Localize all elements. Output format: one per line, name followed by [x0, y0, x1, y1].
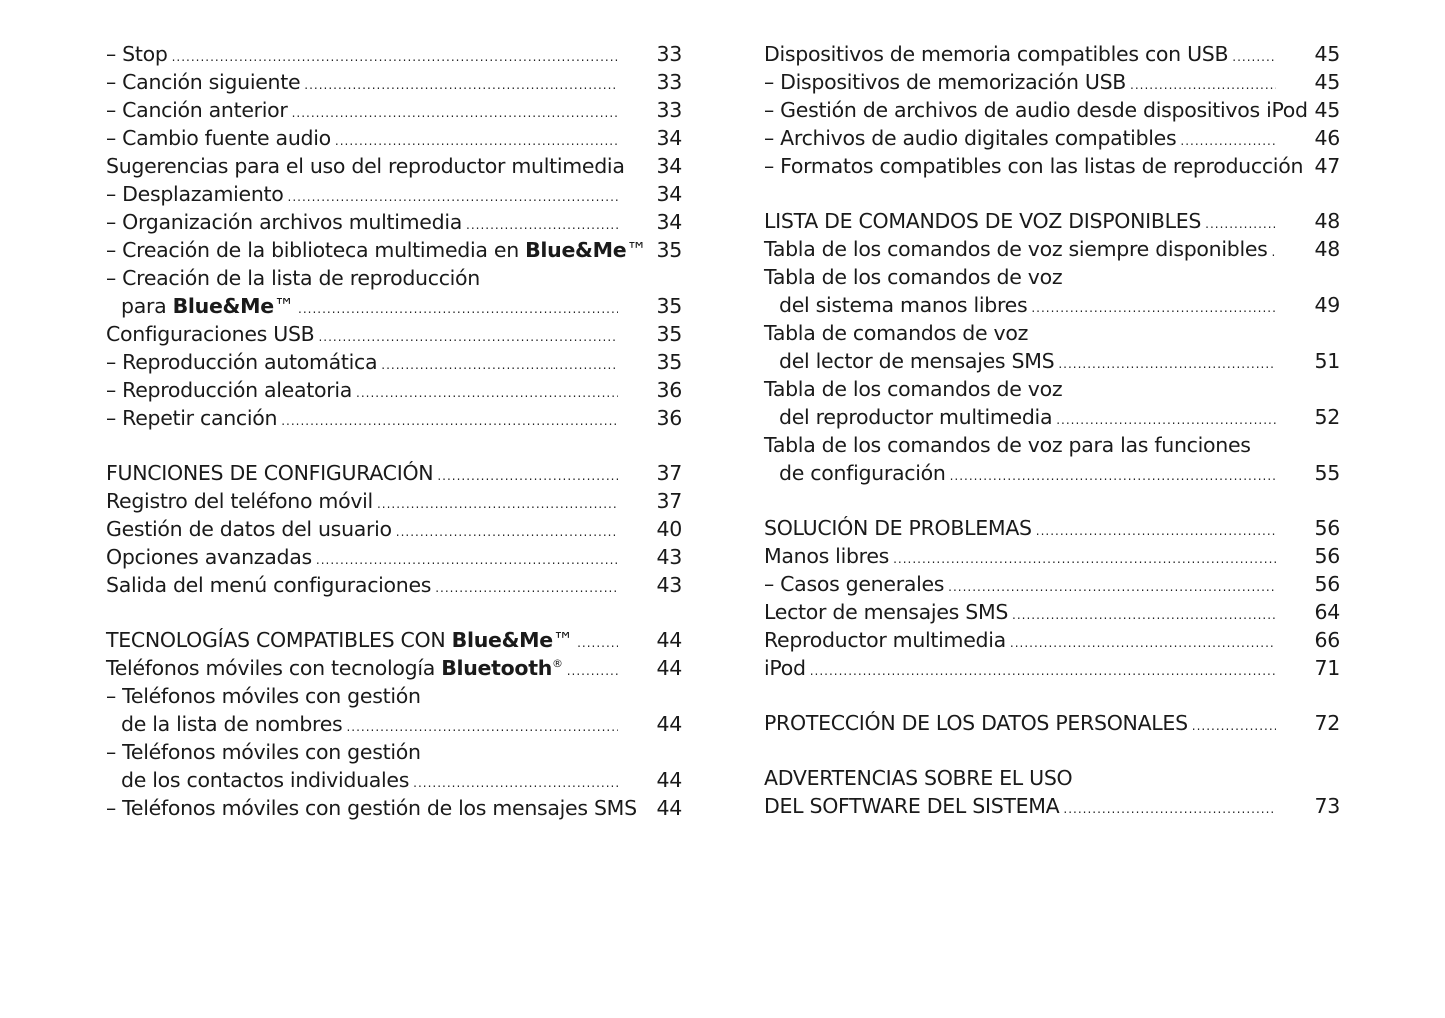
- toc-entry[interactable]: [106, 236, 686, 264]
- page-number: 34: [656, 182, 682, 206]
- dot-leader: [1031, 294, 1276, 322]
- page-number: 36: [656, 406, 682, 430]
- entry-title: iPod: [764, 656, 806, 680]
- toc-leader-wrap: [106, 654, 622, 685]
- dot-leader: [288, 183, 619, 211]
- toc-row: [764, 263, 1344, 291]
- toc-entry[interactable]: [764, 626, 1344, 654]
- toc-row: [764, 598, 1344, 626]
- brand-name: Blue&Me: [525, 238, 627, 262]
- toc-entry[interactable]: [106, 738, 686, 794]
- page-number: 71: [1314, 656, 1340, 680]
- entry-text: del sistema manos libres: [779, 293, 1028, 317]
- toc-leader-wrap: [106, 68, 622, 99]
- entry-title: Tabla de los comandos de voz para las funciones: [764, 433, 1251, 457]
- page-number: 43: [656, 545, 682, 569]
- toc-entry[interactable]: [764, 152, 1344, 180]
- dot-leader: [1063, 795, 1276, 823]
- entry-title: Lector de mensajes SMS: [764, 600, 1009, 624]
- toc-row: [106, 236, 686, 264]
- entry-title: Tabla de los comandos de voz: [764, 377, 1063, 401]
- entry-title-continued: [106, 766, 409, 794]
- toc-leader-wrap: [764, 40, 1280, 71]
- page-number: 56: [1314, 516, 1340, 540]
- toc-row: [106, 68, 686, 96]
- toc-row: [764, 347, 1344, 375]
- entry-title: Gestión de datos del usuario: [106, 517, 392, 541]
- page-number: 40: [656, 517, 682, 541]
- dot-leader: [1036, 517, 1276, 545]
- toc-leader-wrap: [106, 459, 622, 490]
- toc-row: [106, 348, 686, 376]
- dot-leader: [810, 657, 1276, 685]
- page-number: 56: [1314, 572, 1340, 596]
- section-spacer: [764, 682, 1344, 709]
- page-number: 37: [656, 461, 682, 485]
- page-number: 44: [656, 712, 682, 736]
- toc-entry[interactable]: [106, 68, 686, 96]
- page-number: 52: [1314, 405, 1340, 429]
- dot-leader: [948, 573, 1276, 601]
- page-number: 44: [656, 768, 682, 792]
- entry-title-continued: [106, 292, 294, 320]
- dot-leader: [335, 127, 618, 155]
- entry-title: LISTA DE COMANDOS DE VOZ DISPONIBLES: [764, 209, 1202, 233]
- page-number: 45: [1314, 70, 1340, 94]
- toc-row: [764, 40, 1344, 68]
- toc-row: [106, 404, 686, 432]
- entry-title: – Creación de la lista de reproducción: [106, 266, 480, 290]
- toc-entry[interactable]: [106, 682, 686, 738]
- toc-row: [106, 152, 686, 180]
- entry-text: de configuración: [779, 461, 946, 485]
- toc-row: [764, 764, 1344, 792]
- dot-leader: [1205, 210, 1276, 238]
- entry-title: Reproductor multimedia: [764, 628, 1006, 652]
- page-number: 33: [656, 70, 682, 94]
- toc-leader-wrap: [106, 571, 622, 602]
- toc-entry[interactable]: [764, 319, 1344, 375]
- toc-row: [764, 626, 1344, 654]
- brand-name: Blue&Me: [172, 294, 274, 318]
- toc-row: [106, 208, 686, 236]
- toc-entry[interactable]: [764, 764, 1344, 820]
- page-number: 51: [1314, 349, 1340, 373]
- toc-row: [764, 792, 1344, 820]
- entry-title: – Reproducción automática: [106, 350, 378, 374]
- page-number: 44: [656, 796, 682, 820]
- toc-entry[interactable]: [106, 320, 686, 348]
- toc-leader-wrap: [764, 570, 1280, 601]
- page-number: 34: [656, 126, 682, 150]
- toc-entry[interactable]: [764, 570, 1344, 598]
- entry-title: – Casos generales: [764, 572, 945, 596]
- dot-leader: [172, 43, 618, 71]
- toc-entry[interactable]: [764, 654, 1344, 682]
- entry-title: – Teléfonos móviles con gestión: [106, 740, 421, 764]
- toc-leader-wrap: [106, 124, 622, 155]
- page-number: 45: [1314, 42, 1340, 66]
- dot-leader: [356, 379, 618, 407]
- entry-text: para: [121, 294, 173, 318]
- dot-leader: [318, 323, 618, 351]
- dot-leader: [435, 574, 618, 602]
- dot-leader: [298, 295, 618, 323]
- toc-leader-wrap: [764, 96, 1308, 127]
- entry-title: – Teléfonos móviles con gestión: [106, 684, 421, 708]
- entry-title: TECNOLOGÍAS COMPATIBLES CON Blue&Me™: [106, 628, 574, 652]
- page-number: 45: [1314, 98, 1340, 122]
- toc-entry[interactable]: [106, 794, 686, 822]
- entry-title: – Canción anterior: [106, 98, 288, 122]
- dot-leader: [466, 211, 618, 239]
- toc-leader-wrap: [764, 291, 1280, 322]
- toc-entry[interactable]: [106, 124, 686, 152]
- entry-title: – Gestión de archivos de audio desde dispositivos iPod: [764, 98, 1308, 122]
- toc-entry[interactable]: [764, 514, 1344, 542]
- dot-leader: [1232, 43, 1276, 71]
- section-spacer: [764, 737, 1344, 764]
- toc-left-column: [106, 40, 686, 822]
- toc-leader-wrap: [106, 766, 622, 797]
- section-spacer: [106, 432, 686, 459]
- entry-title: – Reproducción aleatoria: [106, 378, 353, 402]
- toc-row: [106, 180, 686, 208]
- toc-row: [764, 570, 1344, 598]
- brand-name: Blue&Me: [451, 628, 553, 652]
- toc-leader-wrap: [106, 794, 637, 825]
- toc-row: [764, 291, 1344, 319]
- toc-row: [106, 376, 686, 404]
- toc-row: [106, 459, 686, 487]
- toc-entry[interactable]: [764, 598, 1344, 626]
- toc-entry[interactable]: [764, 68, 1344, 96]
- dot-leader: [1058, 350, 1276, 378]
- toc-entry[interactable]: [106, 404, 686, 432]
- entry-title-continued: [764, 347, 1054, 375]
- toc-leader-wrap: [764, 626, 1280, 657]
- entry-title: – Organización archivos multimedia: [106, 210, 462, 234]
- page-number: 33: [656, 98, 682, 122]
- toc-row: [106, 710, 686, 738]
- section-spacer: [106, 599, 686, 626]
- toc-row: [106, 487, 686, 515]
- entry-title-continued: [764, 291, 1027, 319]
- dot-leader: [413, 769, 618, 797]
- toc-leader-wrap: [106, 320, 622, 351]
- toc-leader-wrap: [106, 376, 622, 407]
- entry-title: – Creación de la biblioteca multimedia en Blue&Me™: [106, 238, 647, 262]
- toc-row: [106, 654, 686, 682]
- toc-entry[interactable]: [764, 96, 1344, 124]
- entry-title: – Desplazamiento: [106, 182, 284, 206]
- dot-leader: [1192, 712, 1276, 740]
- dot-leader: [567, 657, 618, 685]
- toc-entry[interactable]: [764, 40, 1344, 68]
- page-number: 36: [656, 378, 682, 402]
- entry-title: – Stop: [106, 42, 168, 66]
- toc-row: [764, 152, 1344, 180]
- entry-title: Configuraciones USB: [106, 322, 315, 346]
- dot-leader: [304, 71, 618, 99]
- trademark-symbol: ™: [273, 294, 295, 318]
- toc-row: [106, 292, 686, 320]
- dot-leader: [377, 490, 618, 518]
- toc-entry[interactable]: [764, 542, 1344, 570]
- dot-leader: [281, 407, 618, 435]
- toc-leader-wrap: [106, 96, 622, 127]
- page-number: 35: [656, 238, 682, 262]
- toc-row: [764, 207, 1344, 235]
- toc-leader-wrap: [106, 236, 647, 267]
- toc-row: [764, 459, 1344, 487]
- page-number: 72: [1314, 711, 1340, 735]
- toc-row: [106, 124, 686, 152]
- dot-leader: [437, 462, 618, 490]
- toc-leader-wrap: [764, 235, 1280, 266]
- toc-leader-wrap: [764, 598, 1280, 629]
- toc-entry[interactable]: [106, 264, 686, 320]
- toc-entry[interactable]: [764, 207, 1344, 235]
- dot-leader: [292, 99, 618, 127]
- page-number: 55: [1314, 461, 1340, 485]
- entry-title: – Canción siguiente: [106, 70, 301, 94]
- dot-leader: [396, 518, 618, 546]
- entry-title: Manos libres: [764, 544, 890, 568]
- toc-entry[interactable]: [106, 152, 686, 180]
- toc-leader-wrap: [764, 459, 1280, 490]
- page-number: 64: [1314, 600, 1340, 624]
- entry-title-continued: [764, 403, 1052, 431]
- entry-text: del reproductor multimedia: [779, 405, 1053, 429]
- toc-entry[interactable]: [106, 376, 686, 404]
- entry-title: Opciones avanzadas: [106, 545, 312, 569]
- toc-entry[interactable]: [106, 654, 686, 682]
- entry-title-continued: [106, 710, 342, 738]
- toc-entry[interactable]: [106, 208, 686, 236]
- entry-title: Registro del teléfono móvil: [106, 489, 373, 513]
- dot-leader: [1010, 629, 1276, 657]
- toc-row: [764, 542, 1344, 570]
- toc-row: [106, 320, 686, 348]
- page-number: 56: [1314, 544, 1340, 568]
- toc-leader-wrap: [764, 152, 1304, 183]
- toc-row: [106, 40, 686, 68]
- page-number: 49: [1314, 293, 1340, 317]
- dot-leader: [1272, 238, 1276, 266]
- dot-leader: [381, 351, 618, 379]
- toc-leader-wrap: [764, 403, 1280, 434]
- entry-title: – Repetir canción: [106, 406, 278, 430]
- entry-title: – Cambio fuente audio: [106, 126, 331, 150]
- entry-text: de los contactos individuales: [121, 768, 410, 792]
- toc-leader-wrap: [106, 543, 622, 574]
- trademark-symbol: ™: [552, 628, 574, 652]
- toc-row: [106, 626, 686, 654]
- toc-leader-wrap: [106, 710, 622, 741]
- toc-entry[interactable]: [106, 515, 686, 543]
- page-number: 44: [656, 628, 682, 652]
- toc-entry[interactable]: [764, 431, 1344, 487]
- entry-title: Tabla de los comandos de voz siempre disponibles: [764, 237, 1268, 261]
- toc-entry[interactable]: [764, 375, 1344, 431]
- dot-leader: [1056, 406, 1276, 434]
- page-number: 73: [1314, 794, 1340, 818]
- dot-leader: [1130, 71, 1276, 99]
- page-number: 35: [656, 294, 682, 318]
- toc-entry[interactable]: [106, 459, 686, 487]
- toc-leader-wrap: [764, 207, 1280, 238]
- page-number: 44: [656, 656, 682, 680]
- toc-row: [764, 709, 1344, 737]
- toc-leader-wrap: [106, 152, 625, 183]
- entry-title: – Dispositivos de memorización USB: [764, 70, 1127, 94]
- entry-title: Tabla de comandos de voz: [764, 321, 1029, 345]
- entry-title-continued: [764, 459, 946, 487]
- toc-row: [764, 654, 1344, 682]
- toc-row: [106, 543, 686, 571]
- page-number: 48: [1314, 237, 1340, 261]
- toc-row: [106, 738, 686, 766]
- entry-title: – Teléfonos móviles con gestión de los mensajes SMS: [106, 796, 637, 820]
- toc-row: [764, 124, 1344, 152]
- brand-name: Bluetooth: [441, 656, 553, 680]
- trademark-symbol: ™: [626, 238, 647, 262]
- toc-leader-wrap: [764, 792, 1280, 823]
- toc-entry[interactable]: [764, 709, 1344, 737]
- entry-title: Salida del menú configuraciones: [106, 573, 432, 597]
- entry-title: Teléfonos móviles con tecnología Bluetooth®: [106, 656, 563, 680]
- toc-leader-wrap: [764, 347, 1280, 378]
- entry-title: PROTECCIÓN DE LOS DATOS PERSONALES: [764, 711, 1188, 735]
- entry-title: Tabla de los comandos de voz: [764, 265, 1063, 289]
- toc-entry[interactable]: [106, 487, 686, 515]
- dot-leader: [893, 545, 1276, 573]
- toc-right-column: [764, 40, 1344, 820]
- page-number: 43: [656, 573, 682, 597]
- toc-leader-wrap: [764, 514, 1280, 545]
- toc-row: [764, 403, 1344, 431]
- toc-entry[interactable]: [106, 626, 686, 654]
- toc-row: [764, 235, 1344, 263]
- page-number: 35: [656, 350, 682, 374]
- toc-row: [764, 375, 1344, 403]
- toc-row: [106, 515, 686, 543]
- toc-row: [106, 571, 686, 599]
- toc-leader-wrap: [106, 180, 622, 211]
- dot-leader: [1012, 601, 1276, 629]
- page-number: 34: [656, 210, 682, 234]
- toc-leader-wrap: [764, 124, 1280, 155]
- toc-entry[interactable]: [106, 348, 686, 376]
- entry-title: – Formatos compatibles con las listas de reproducción: [764, 154, 1304, 178]
- toc-leader-wrap: [106, 40, 622, 71]
- toc-entry[interactable]: [764, 263, 1344, 319]
- entry-title: SOLUCIÓN DE PROBLEMAS: [764, 516, 1032, 540]
- toc-leader-wrap: [764, 654, 1280, 685]
- page-number: 48: [1314, 209, 1340, 233]
- dot-leader: [950, 462, 1276, 490]
- entry-text: de la lista de nombres: [121, 712, 343, 736]
- toc-entry[interactable]: [106, 571, 686, 599]
- entry-title: ADVERTENCIAS SOBRE EL USO: [764, 766, 1073, 790]
- toc-leader-wrap: [764, 709, 1280, 740]
- page-number: 47: [1314, 154, 1340, 178]
- page-number: 66: [1314, 628, 1340, 652]
- page-number: 46: [1314, 126, 1340, 150]
- toc-entry[interactable]: [106, 40, 686, 68]
- entry-title: Sugerencias para el uso del reproductor multimedia: [106, 154, 625, 178]
- toc-leader-wrap: [106, 404, 622, 435]
- entry-title: Dispositivos de memoria compatibles con USB: [764, 42, 1229, 66]
- toc-row: [106, 766, 686, 794]
- toc-entry[interactable]: [764, 124, 1344, 152]
- dot-leader: [1180, 127, 1276, 155]
- toc-leader-wrap: [764, 542, 1280, 573]
- page-number: 34: [656, 154, 682, 178]
- registered-symbol: ®: [552, 657, 563, 671]
- page-number: 35: [656, 322, 682, 346]
- toc-row: [764, 431, 1344, 459]
- toc-leader-wrap: [106, 348, 622, 379]
- toc-row: [764, 96, 1344, 124]
- toc-leader-wrap: [106, 515, 622, 546]
- toc-leader-wrap: [106, 487, 622, 518]
- toc-row: [106, 96, 686, 124]
- toc-entry[interactable]: [106, 543, 686, 571]
- toc-leader-wrap: [764, 68, 1280, 99]
- dot-leader: [577, 629, 618, 657]
- section-spacer: [764, 180, 1344, 207]
- toc-entry[interactable]: [106, 180, 686, 208]
- toc-leader-wrap: [106, 208, 622, 239]
- page-number: 37: [656, 489, 682, 513]
- toc-row: [106, 682, 686, 710]
- toc-leader-wrap: [106, 626, 622, 657]
- entry-title-continued: [764, 792, 1059, 820]
- dot-leader: [346, 713, 618, 741]
- toc-row: [764, 514, 1344, 542]
- toc-row: [764, 68, 1344, 96]
- page-number: 33: [656, 42, 682, 66]
- entry-title: – Archivos de audio digitales compatibles: [764, 126, 1177, 150]
- toc-entry[interactable]: [764, 235, 1344, 263]
- toc-entry[interactable]: [106, 96, 686, 124]
- dot-leader: [316, 546, 618, 574]
- toc-row: [764, 319, 1344, 347]
- entry-title: FUNCIONES DE CONFIGURACIÓN: [106, 461, 434, 485]
- toc-row: [106, 264, 686, 292]
- toc-row: [106, 794, 686, 822]
- section-spacer: [764, 487, 1344, 514]
- toc-leader-wrap: [106, 292, 622, 323]
- entry-text: DEL SOFTWARE DEL SISTEMA: [764, 794, 1060, 818]
- entry-text: del lector de mensajes SMS: [779, 349, 1055, 373]
